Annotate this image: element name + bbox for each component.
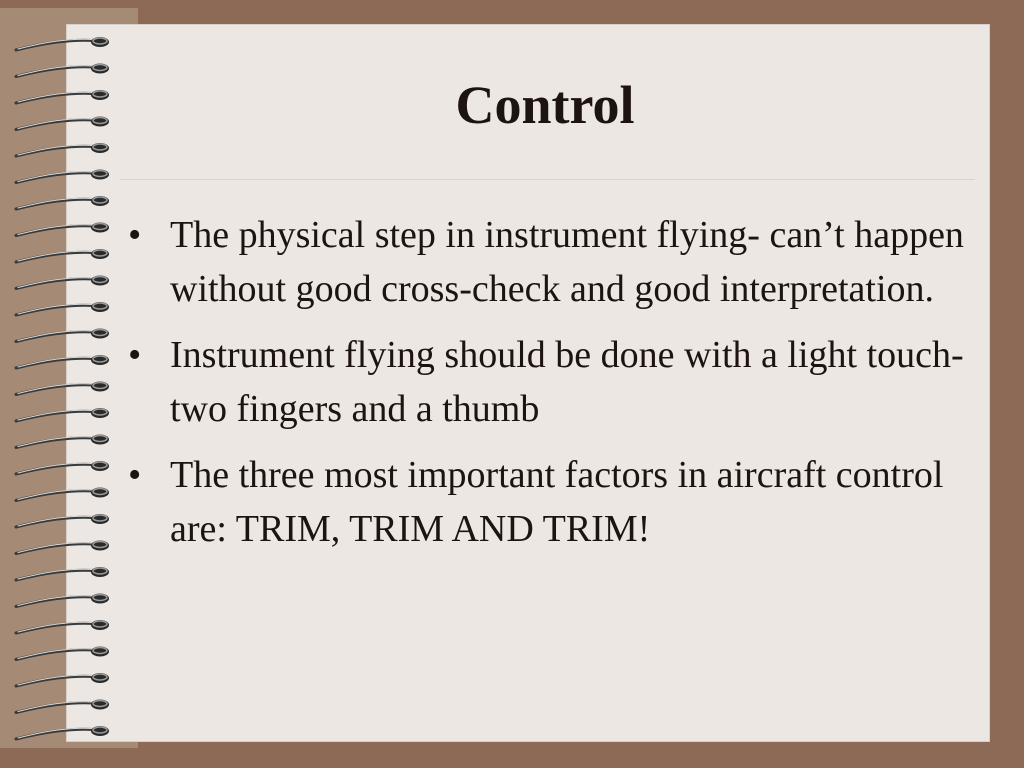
spiral-ring-icon [16,567,109,580]
bullet-marker: • [128,454,142,496]
slide-title: Control [455,75,635,135]
spiral-ring-icon [16,647,109,660]
spiral-ring-icon [16,673,109,686]
bullet-item [128,448,978,556]
spiral-ring-icon [16,170,109,183]
spiral-ring-icon [16,355,109,368]
title-divider [120,179,975,180]
spiral-ring-icon [16,382,109,395]
spiral-ring-icon [16,329,109,342]
spiral-ring-icon [16,435,109,448]
spiral-ring-icon [16,196,109,209]
spiral-ring-icon [16,541,109,554]
spiral-ring-icon [16,302,109,315]
spiral-ring-icon [16,488,109,501]
spiral-ring-icon [16,223,109,236]
bullet-text: The three most important factors in aircraft control are: TRIM, TRIM AND TRIM! [170,454,944,550]
bullet-list [128,208,978,568]
spiral-ring-icon [16,594,109,607]
spiral-ring-icon [16,276,109,289]
bullet-item [128,208,978,316]
spiral-ring-icon [16,143,109,156]
spiral-ring-icon [16,64,109,77]
spiral-ring-icon [16,249,109,262]
spiral-binding-icon [10,30,120,742]
spiral-ring-icon [16,408,109,421]
bullet-marker: • [128,334,142,376]
spiral-ring-icon [16,37,109,50]
spiral-ring-icon [16,726,109,739]
spiral-ring-icon [16,461,109,474]
spiral-ring-icon [16,514,109,527]
bullet-text: Instrument flying should be done with a light touch- two fingers and a thumb [170,334,964,430]
bullet-marker: • [128,214,142,256]
spiral-ring-icon [16,620,109,633]
bullet-item [128,328,978,436]
spiral-ring-icon [16,700,109,713]
bullet-text: The physical step in instrument flying- can’t happen without good cross-check and good interpretation. [170,214,964,310]
